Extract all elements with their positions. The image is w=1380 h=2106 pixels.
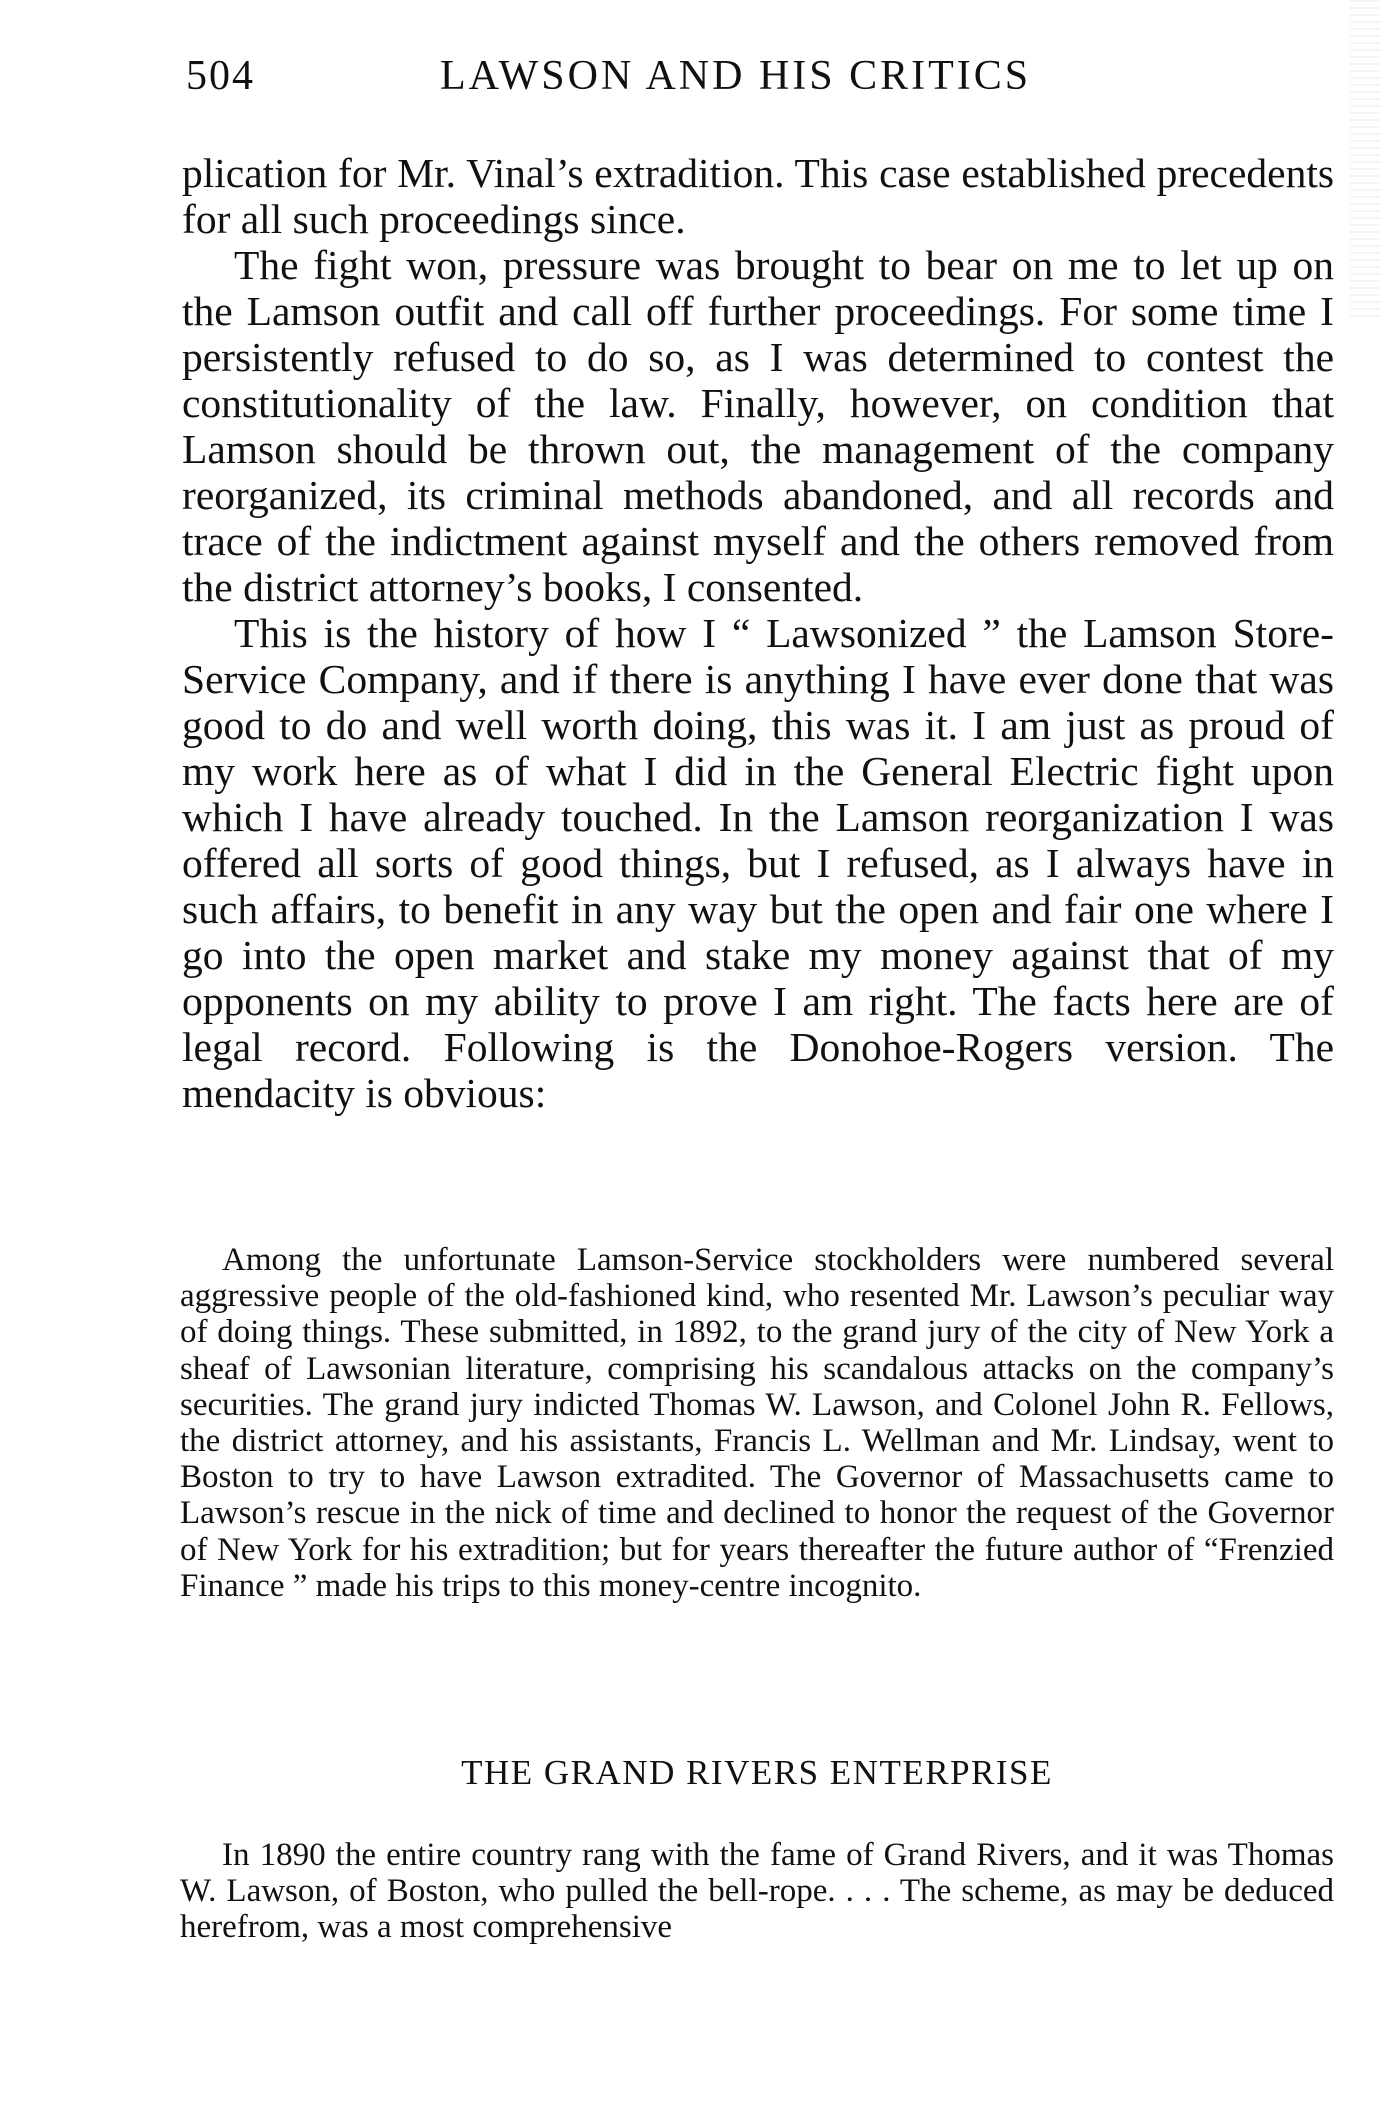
- running-header: [186, 52, 1336, 112]
- paragraph-fight-won: The fight won, pressure was brought to bear on me to let up on the Lamson outfit and call off further proceedings. For some time I persistently refused to do so, as I was determined to contest the constitutionality of the law. Finally, however, on condition that Lamson should be thrown out, the management of the company reorganized, its criminal methods abandoned, and all records and trace of the indictment against myself and the others removed from the district attorney’s books, I consented.: [182, 242, 1334, 610]
- paragraph-continuation: plication for Mr. Vinal’s extradition. This case established precedents for all such proceedings since.: [182, 150, 1334, 242]
- section-heading: THE GRAND RIVERS ENTERPRISE: [461, 1753, 1053, 1792]
- section-body: [180, 1837, 1334, 1946]
- main-text: [182, 150, 1334, 1116]
- block-quote: [180, 1242, 1334, 1604]
- paragraph-lawsonized: This is the history of how I “ Lawsonized ” the Lamson Store-Service Company, and if there is anything I have ever done that was good to do and well worth doing, this was it. I am just as proud of my work here as of what I did in the General Electric fight upon which I have already touched. In the Lamson reorganization I was offered all sorts of good things, but I refused, as I always have in such affairs, to benefit in any way but the open and fair one where I go into the open market and stake my money against that of my opponents on my ability to prove I am right. The facts here are of legal record. Following is the Donohoe-Rogers version. The mendacity is obvious:: [182, 610, 1334, 1116]
- page-edge-shading: [1350, 0, 1380, 320]
- running-title: LAWSON AND HIS CRITICS: [440, 53, 1032, 99]
- quote-text: Among the unfortunate Lamson-Service stockholders were numbered several aggressive people of the old-fashioned kind, who resented Mr. Lawson’s peculiar way of doing things. These submitted, in 1892, to the grand jury of the city of New York a sheaf of Lawsonian literature, comprising his scandalous attacks on the company’s securities. The grand jury indicted Thomas W. Lawson, and Colonel John R. Fellows, the district attorney, and his assistants, Francis L. Wellman and Mr. Lindsay, went to Boston to try to have Lawson extradited. The Governor of Massachusetts came to Lawson’s rescue in the nick of time and declined to honor the request of the Governor of New York for his extradition; but for years thereafter the future author of “Frenzied Finance ” made his trips to this money-centre incognito.: [180, 1242, 1334, 1604]
- section-text: In 1890 the entire country rang with the fame of Grand Rivers, and it was Thomas W. Lawson, of Boston, who pulled the bell-rope. . . . The scheme, as may be deduced herefrom, was a most comprehensive: [180, 1837, 1334, 1946]
- page-number: 504: [186, 53, 255, 99]
